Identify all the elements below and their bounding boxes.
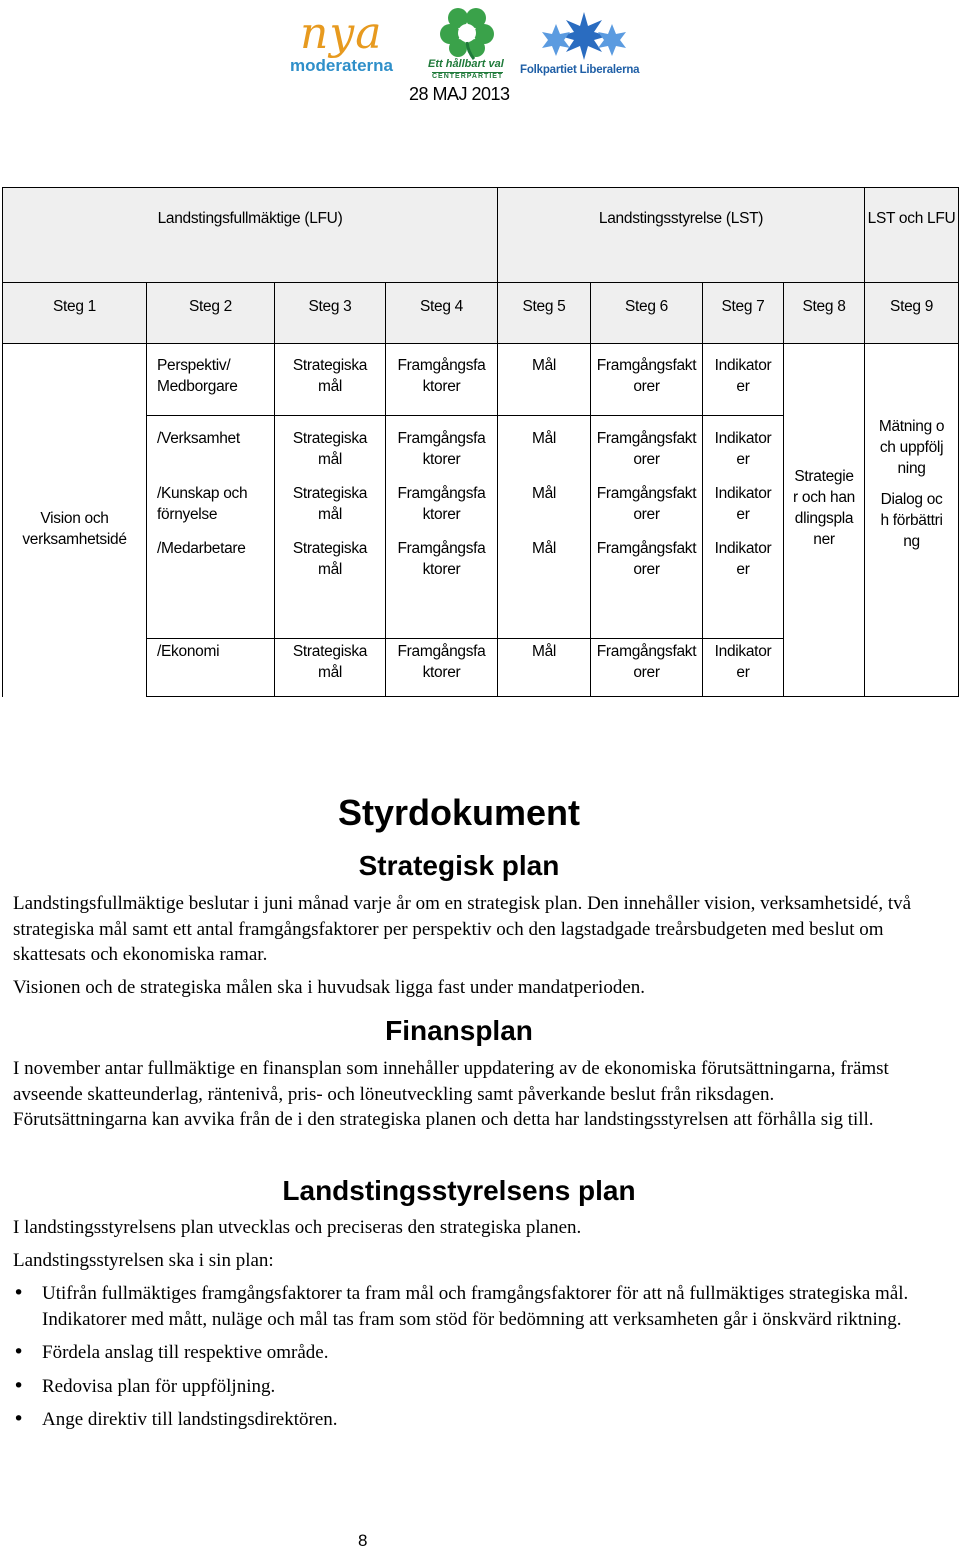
column-label-indicator: Indikatorer: [703, 344, 784, 416]
table-header-row: [3, 188, 959, 283]
governance-process-table: [2, 187, 959, 697]
page-number: 8: [358, 1531, 368, 1550]
success-factor: Framgångsfaktorer: [596, 540, 697, 578]
success-factor: Framgångsfaktorer: [596, 430, 697, 468]
paragraph: Landstingsfullmäktige beslutar i juni månad varje år om en strategisk plan. Den innehåller vision, verksamhetsidé, två strategiska mål samt ett antal framgångsfaktorer per perspektiv och den lagstadgade treårsbudgeten med beslut om skattesats och ekonomiska ramar.: [13, 893, 912, 965]
paragraph: Visionen och de strategiska målen ska i huvudsak ligga fast under mandatperioden.: [13, 977, 646, 998]
header-lst-lfu: LST och LFU: [865, 188, 959, 283]
success-factor-cell: [386, 639, 498, 697]
strategic-goals-column: [275, 416, 386, 639]
perspective-medarbetare: /Medarbetare: [157, 540, 246, 557]
step-3: Steg 3: [275, 283, 386, 344]
paragraph: I november antar fullmäktige en finansplan som innehåller uppdatering av de ekonomiska förutsättningarna, främst avseende skatteunderlag, räntenivå, pris- och löneutveckling samt påverkande beslut från riksdagen. Förutsättningarna kan avvika från de i den strategiska planen och detta har landstingsstyrelsen att förhålla sig till.: [13, 1058, 889, 1130]
cornflower-icon: [518, 10, 650, 62]
vision-cell: [3, 344, 147, 697]
moderaterna-logo-script: nya: [300, 8, 383, 59]
strategy-text: Strategier och handlingsplaner: [793, 467, 855, 548]
goal: Mål: [531, 485, 557, 502]
column-label-factors2: Framgångsfaktorer: [591, 344, 703, 416]
strategic-goal: Strategiska mål: [292, 485, 368, 523]
strategy-cell: [784, 416, 865, 697]
strategic-goal: Strategiska mål: [292, 643, 368, 681]
list-item: • Redovisa plan för uppföljning.: [13, 1374, 913, 1400]
success-factor: Framgångsfaktorer: [397, 430, 486, 468]
header-lfu: Landstingsfullmäktige (LFU): [3, 188, 498, 283]
indicator-cell: [703, 639, 784, 697]
success-factor: Framgångsfaktorer: [397, 485, 486, 523]
section-heading-strategisk-plan: Strategisk plan: [358, 850, 560, 881]
step-8: Steg 8: [784, 283, 865, 344]
strategic-goal: Strategiska mål: [292, 430, 368, 468]
document-title: Styrdokument: [337, 792, 581, 833]
folkpartiet-name: Folkpartiet Liberalerna: [520, 64, 640, 76]
clover-icon: [428, 4, 508, 60]
vision-text: Vision och verksamhetsidé: [22, 510, 127, 549]
strategic-goal-cell: [275, 639, 386, 697]
centerpartiet-name: CENTERPARTIET: [432, 73, 504, 80]
measure-cell: [865, 416, 959, 697]
moderaterna-logo-text: moderaterna: [290, 56, 393, 75]
moderaterna-logo: [290, 10, 408, 78]
header-lst: Landstingsstyrelse (LST): [498, 188, 865, 283]
section-heading-finansplan: Finansplan: [385, 1015, 533, 1046]
paragraph: Landstingsstyrelsen ska i sin plan:: [13, 1250, 274, 1271]
goal: Mål: [531, 430, 557, 447]
centerpartiet-tagline: Ett hållbart val: [428, 58, 504, 70]
success-factor: Framgångsfaktorer: [596, 643, 697, 681]
success-factor: Framgångsfaktorer: [397, 540, 486, 578]
goal: Mål: [531, 540, 557, 557]
success-factor-cell: [591, 639, 703, 697]
column-label-perspective: Perspektiv/ Medborgare: [147, 344, 275, 416]
bullet-list: [13, 1281, 913, 1441]
measure-text: Mätning och uppföljning: [878, 417, 945, 477]
success-factor: Framgångsfaktorer: [596, 485, 697, 523]
indicator: Indikatorer: [714, 540, 772, 578]
step-4: Steg 4: [386, 283, 498, 344]
success-factor: Framgångsfaktorer: [397, 643, 486, 681]
factors-column: [386, 416, 498, 639]
list-item: • Fördela anslag till respektive område.: [13, 1340, 913, 1366]
folkpartiet-logo: [518, 10, 650, 80]
perspective-list: [147, 416, 275, 639]
blank-cell: [865, 344, 959, 416]
indicators-column: [703, 416, 784, 639]
blank-cell: [784, 344, 865, 416]
goal: Mål: [498, 639, 591, 697]
list-item: • Utifrån fullmäktiges framgångsfaktorer ta fram mål och framgångsfaktorer för att nå fullmäktiges strategiska mål. Indikatorer med mått, nuläge och mål tas fram som stöd för bedömning att verksamheten går i önskvärd riktning.: [13, 1281, 913, 1332]
step-7: Steg 7: [703, 283, 784, 344]
indicator: Indikatorer: [714, 430, 772, 468]
section-heading-landstingsstyrelsens-plan: Landstingsstyrelsens plan: [282, 1175, 636, 1206]
step-2: Steg 2: [147, 283, 275, 344]
dialog-text: Dialog och förbättring: [880, 490, 943, 550]
column-label-factors: Framgångsfaktorer: [386, 344, 498, 416]
goals-column: [498, 416, 591, 639]
perspective-verksamhet: /Verksamhet: [157, 430, 240, 447]
list-item: • Ange direktiv till landstingsdirektören.: [13, 1407, 913, 1433]
paragraph: I landstingsstyrelsens plan utvecklas och preciseras den strategiska planen.: [13, 1217, 582, 1238]
step-1: Steg 1: [3, 283, 147, 344]
column-label-strategic: Strategiska mål: [275, 344, 386, 416]
steps-row: [3, 283, 959, 344]
indicator: Indikatorer: [714, 485, 772, 523]
perspective-rows: [3, 416, 959, 639]
centerpartiet-logo: [428, 4, 508, 84]
perspective-kunskap: /Kunskap och förnyelse: [157, 485, 248, 523]
step-9: Steg 9: [865, 283, 959, 344]
step-5: Steg 5: [498, 283, 591, 344]
perspective-ekonomi: /Ekonomi: [147, 639, 275, 697]
step-6: Steg 6: [591, 283, 703, 344]
party-logos: [290, 4, 650, 80]
column-label-goal: Mål: [498, 344, 591, 416]
strategic-goal: Strategiska mål: [292, 540, 368, 578]
indicator: Indikatorer: [714, 643, 772, 681]
document-date: 28 MAJ 2013: [409, 84, 510, 104]
column-labels-row: [3, 344, 959, 416]
factors2-column: [591, 416, 703, 639]
